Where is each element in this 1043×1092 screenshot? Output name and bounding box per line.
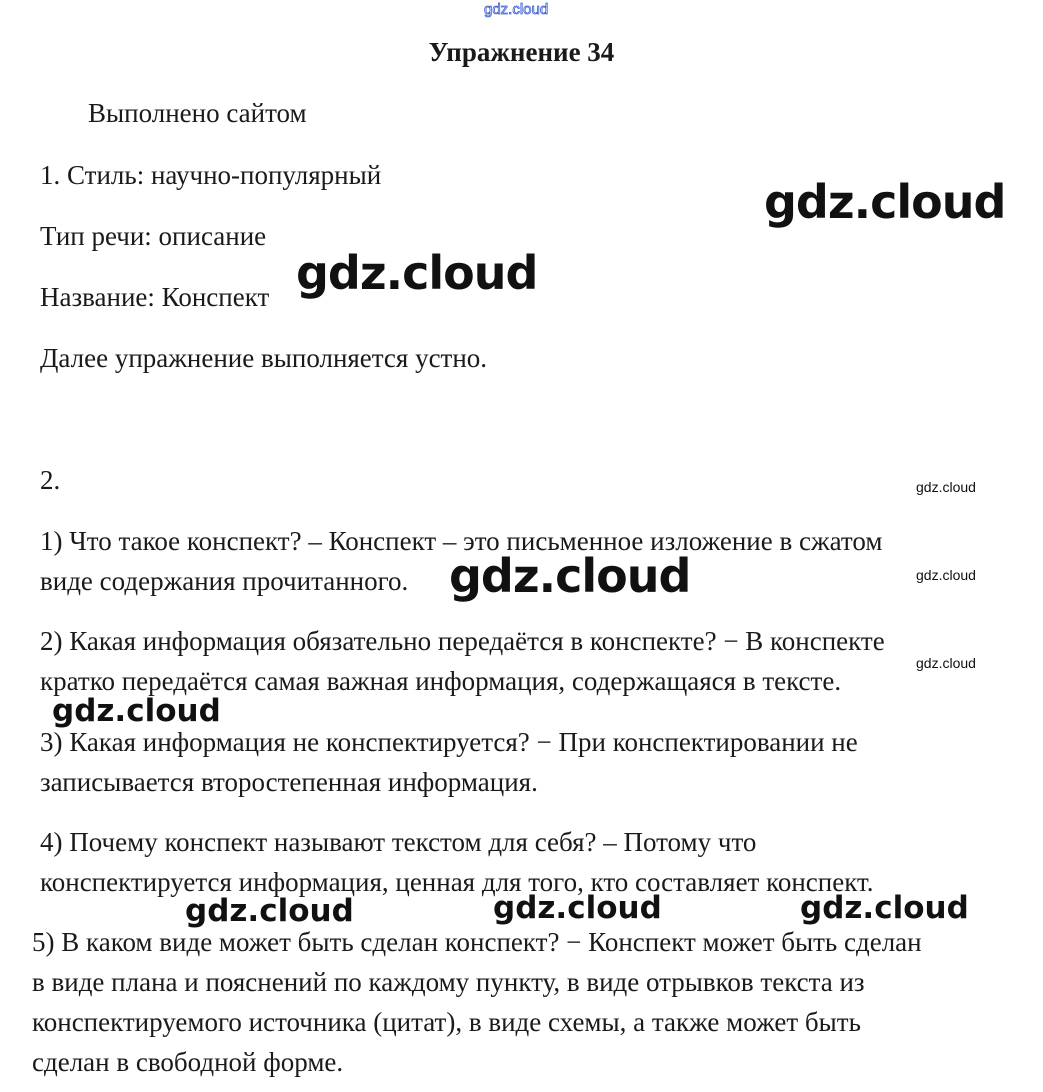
watermark-medium: gdz.cloud	[185, 893, 354, 929]
watermark-medium: gdz.cloud	[800, 890, 969, 926]
q5-line1: 5) В каком виде может быть сделан конспект? − Конспект может быть сделан	[32, 927, 922, 957]
watermark-large: gdz.cloud	[296, 246, 538, 300]
watermark-large: gdz.cloud	[449, 549, 691, 603]
q3-line2: записывается второстепенная информация.	[40, 767, 538, 797]
speech-type-line: Тип речи: описание	[40, 221, 267, 251]
style-line: 1. Стиль: научно-популярный	[40, 160, 382, 190]
watermark-top: gdz.cloud	[484, 1, 549, 18]
page-title: Упражнение 34	[428, 37, 615, 67]
note-line: Далее упражнение выполняется устно.	[40, 343, 488, 373]
q4-line1: 4) Почему конспект называют текстом для себя? – Потому что	[40, 827, 757, 857]
q5-line2: в виде плана и пояснений по каждому пункту, в виде отрывков текста из	[32, 967, 865, 997]
q2-line2: кратко передаётся самая важная информация, содержащаяся в тексте.	[40, 666, 842, 696]
watermark-small: gdz.cloud	[916, 567, 976, 583]
q1-line1: 1) Что такое конспект? – Конспект – это письменное изложение в сжатом	[40, 526, 883, 556]
watermark-large: gdz.cloud	[764, 175, 1006, 229]
name-line: Название: Конспект	[40, 282, 270, 312]
done-by-line: Выполнено сайтом	[88, 98, 307, 128]
watermark-small: gdz.cloud	[916, 479, 976, 495]
q1-line2: виде содержания прочитанного.	[40, 566, 409, 596]
q5-line4: сделан в свободной форме.	[32, 1047, 344, 1077]
part2-number: 2.	[40, 465, 61, 495]
watermark-small: gdz.cloud	[916, 655, 976, 671]
watermark-medium: gdz.cloud	[493, 890, 662, 926]
q3-line1: 3) Какая информация не конспектируется? − При конспектировании не	[40, 727, 858, 757]
q5-line3: конспектируемого источника (цитат), в виде схемы, а также может быть	[32, 1007, 861, 1037]
watermark-medium: gdz.cloud	[52, 693, 221, 729]
q4-line2: конспектируется информация, ценная для того, кто составляет конспект.	[40, 867, 874, 897]
q2-line1: 2) Какая информация обязательно передаётся в конспекте? − В конспекте	[40, 626, 885, 656]
